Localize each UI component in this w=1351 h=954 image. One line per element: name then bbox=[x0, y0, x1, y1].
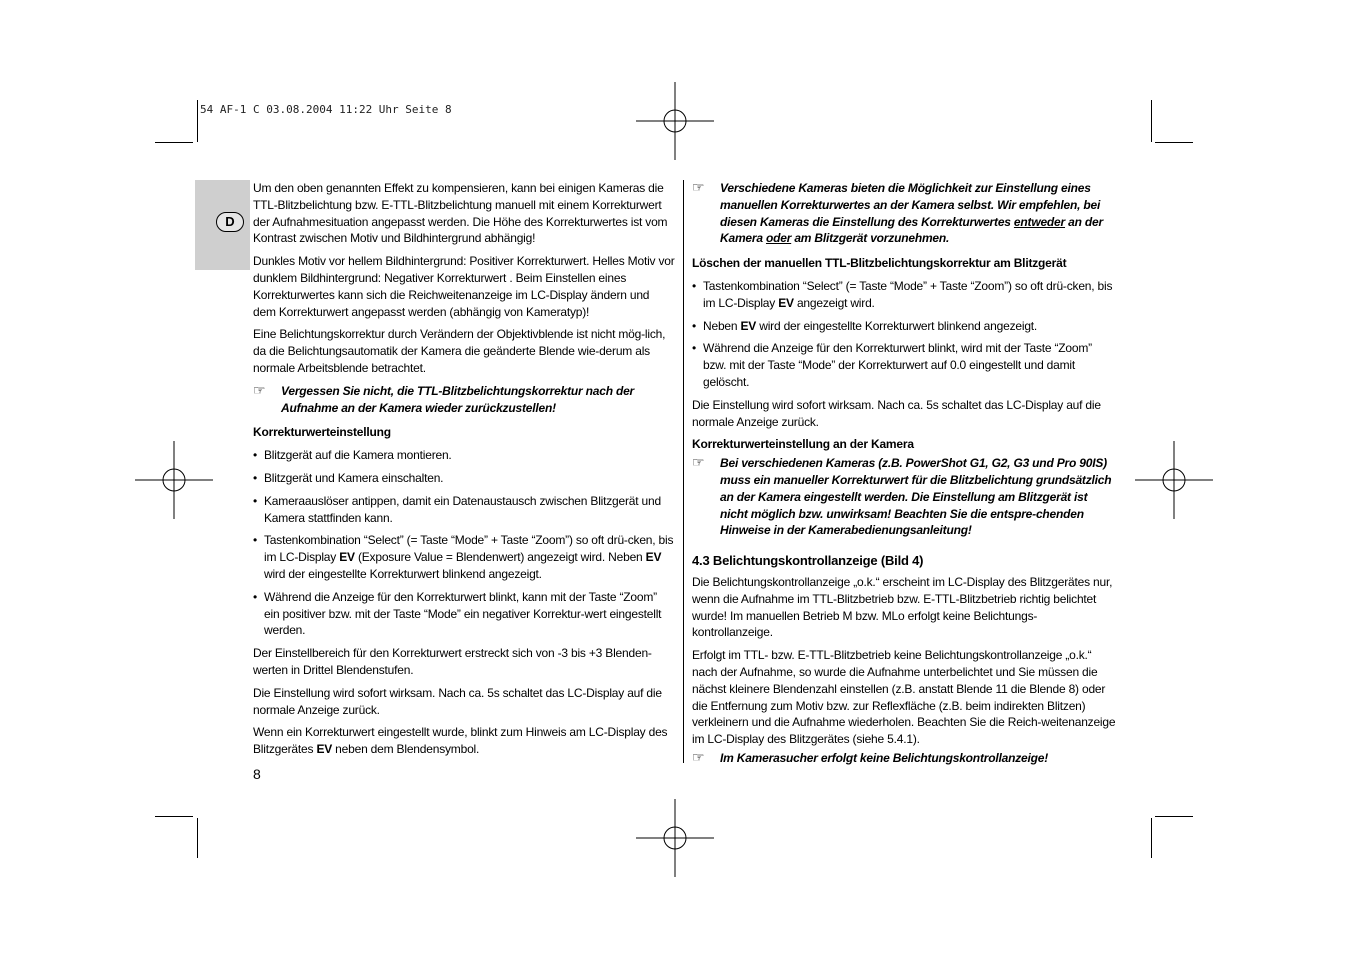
step-list bbox=[692, 278, 1118, 391]
list-item: • Neben EV wird der eingestellte Korrekturwert blinkend angezeigt. bbox=[692, 318, 1118, 335]
list-item: • Während die Anzeige für den Korrekturwert blinkt, wird mit der Taste “Zoom” bzw. mit der Taste “Mode” der Korrekturwert auf 0.0 eingestellt und damit gelöscht. bbox=[692, 340, 1118, 390]
right-column bbox=[692, 180, 1118, 775]
ev-label: EV bbox=[740, 318, 757, 333]
section-heading: Korrekturwerteinstellung an der Kamera bbox=[692, 437, 914, 452]
paragraph: Die Belichtungskontrollanzeige „o.k.“ erscheint im LC-Display des Blitzgerätes nur, wenn die Aufnahme im TTL-Blitzbetrieb bzw. E-TTL-Blitzbetrieb richtig belichtet wurde! Im manuellen Betrieb M bzw. MLo erfolgt keine Belichtungs-kontrollanzeige. bbox=[692, 574, 1113, 640]
language-badge: D bbox=[216, 212, 244, 232]
list-item: • Während die Anzeige für den Korrekturwert blinkt, kann mit der Taste “Zoom” ein positiver bzw. mit der Taste “Mode” ein negativer Korrektur-wert eingestellt werden. bbox=[253, 589, 675, 639]
crop-mark bbox=[155, 142, 193, 143]
ev-label: EV bbox=[778, 295, 794, 310]
paragraph: Wenn ein Korrekturwert eingestellt wurde, blinkt zum Hinweis am LC-Display des Blitzgerätes EV neben dem Blendensymbol. bbox=[253, 725, 668, 757]
pointing-hand-icon: ☞ bbox=[692, 454, 705, 471]
pointing-hand-icon: ☞ bbox=[253, 381, 266, 398]
section-heading: Löschen der manuellen TTL-Blitzbelichtungskorrektur am Blitzgerät bbox=[692, 256, 1067, 271]
note-text: Im Kamerasucher erfolgt keine Belichtungskontrollanzeige! bbox=[720, 750, 1049, 765]
crop-mark bbox=[197, 100, 198, 142]
list-item: • Blitzgerät und Kamera einschalten. bbox=[253, 470, 675, 487]
paragraph: Der Einstellbereich für den Korrekturwert erstreckt sich von -3 bis +3 Blenden-werten in Drittel Blendenstufen. bbox=[253, 646, 652, 677]
note-text: Bei verschiedenen Kameras (z.B. PowerShot G1, G2, G3 und Pro 90IS) muss ein manueller Korrekturwert für die Blitzbelichtung grundsätzlich an der Kamera eingestellt werden. Die Einstellung am Blitzgerät ist nicht möglich bzw. unwirksam! Beachten Sie die entspre-chenden Hinweise in der Kamerabedienungsanleitung! bbox=[720, 456, 1112, 538]
note bbox=[692, 455, 1118, 539]
paragraph: Erfolgt im TTL- bzw. E-TTL-Blitzbetrieb keine Belichtungskontrollanzeige „o.k.“ nach der Aufnahme, so wurde die Aufnahme unterbelichtet und Sie müssen die nächst kleinere Blendenzahl einstellen (z.B. anstatt Blende 11 die Blende 8) oder die Entfernung zum Motiv bzw. zur Reflexfläche (z.B. beim indirekten Blitzen) verkleinern und die Aufnahme wiederholen. Beachten Sie die Reich-weitenanzeige im LC-Display des Blitzgerätes (siehe 5.4.1). bbox=[692, 648, 1116, 747]
list-item: • Blitzgerät auf die Kamera montieren. bbox=[253, 447, 675, 464]
registration-mark-right bbox=[1135, 441, 1213, 519]
left-column bbox=[253, 180, 675, 764]
page-number: 8 bbox=[253, 766, 261, 782]
crop-mark bbox=[1151, 818, 1152, 858]
registration-mark-top bbox=[636, 82, 714, 160]
section-title: 4.3 Belichtungskontrollanzeige (Bild 4) bbox=[692, 553, 924, 569]
note: ☞ Verschiedene Kameras bieten die Möglichkeit zur Einstellung eines manuellen Korrekturwertes an der Kamera selbst. Wir empfehlen, bei diesen Kameras die Einstellung des Korrekturwertes entweder an der Kamera oder am Blitzgerät vorzunehmen. bbox=[692, 179, 1103, 246]
registration-mark-left bbox=[135, 441, 213, 519]
column-divider bbox=[683, 180, 684, 763]
crop-mark bbox=[155, 816, 193, 817]
ev-label: EV bbox=[339, 550, 355, 565]
list-item: • Tastenkombination “Select” (= Taste “Mode” + Taste “Zoom”) so oft drü-cken, bis im LC-Display EV (Exposure Value = Blendenwert) angezeigt wird. Neben EV wird der eingestellte Korrekturwert blinkend angezeigt. bbox=[253, 532, 675, 582]
crop-mark bbox=[1155, 142, 1193, 143]
step-list bbox=[253, 447, 675, 639]
note bbox=[253, 383, 675, 417]
crop-mark bbox=[197, 818, 198, 858]
crop-mark bbox=[1151, 100, 1152, 142]
note bbox=[692, 750, 1118, 767]
section-heading: Korrekturwerteinstellung bbox=[253, 425, 391, 440]
registration-mark-bottom bbox=[636, 799, 714, 877]
pointing-hand-icon: ☞ bbox=[692, 748, 705, 765]
paragraph: Die Einstellung wird sofort wirksam. Nach ca. 5s schaltet das LC-Display auf die normale Anzeige zurück. bbox=[253, 685, 662, 717]
print-slug: 54 AF-1 C 03.08.2004 11:22 Uhr Seite 8 bbox=[200, 103, 452, 116]
ev-label: EV bbox=[316, 742, 333, 757]
note-text: Vergessen Sie nicht, die TTL-Blitzbelichtungskorrektur nach der Aufnahme an der Kamera wieder zurückzustellen! bbox=[281, 383, 635, 415]
paragraph: Um den oben genannten Effekt zu kompensieren, kann bei einigen Kameras die TTL-Blitzbelichtung bzw. E-TTL-Blitzbelichtung manuell mit einem Korrekturwert der Aufnahmesituation angepasst werden. Die Höhe des Korrekturwertes ist vom Kontrast zwischen Motiv und Bildhintergrund abhängig! bbox=[253, 181, 668, 246]
paragraph: Die Einstellung wird sofort wirksam. Nach ca. 5s schaltet das LC-Display auf die normale Anzeige zurück. bbox=[692, 397, 1101, 429]
ev-label: EV bbox=[645, 550, 662, 565]
paragraph: Eine Belichtungskorrektur durch Verändern der Objektivblende ist nicht mög-lich, da die Belichtungsautomatik der Kamera die geänderte Blende wie-derum als normale Arbeitsblende betrachtet. bbox=[253, 327, 666, 375]
list-item: • Kameraauslöser antippen, damit ein Datenaustausch zwischen Blitzgerät und Kamera stattfinden kann. bbox=[253, 493, 675, 527]
crop-mark bbox=[1155, 816, 1193, 817]
pointing-hand-icon: ☞ bbox=[692, 179, 705, 195]
list-item: • Tastenkombination “Select” (= Taste “Mode” + Taste “Zoom”) so oft drü-cken, bis im LC-Display EV angezeigt wird. bbox=[692, 278, 1118, 312]
paragraph: Dunkles Motiv vor hellem Bildhintergrund: Positiver Korrekturwert. Helles Motiv vor dunklem Bildhintergrund: Negativer Korrekturwert . Beim Einstellen eines Korrekturwertes kann sich die Reichweitenanzeige im LC-Display ändern und dem Korrekturwert angepasst werden (abhängig von Kameratyp)! bbox=[253, 254, 675, 319]
